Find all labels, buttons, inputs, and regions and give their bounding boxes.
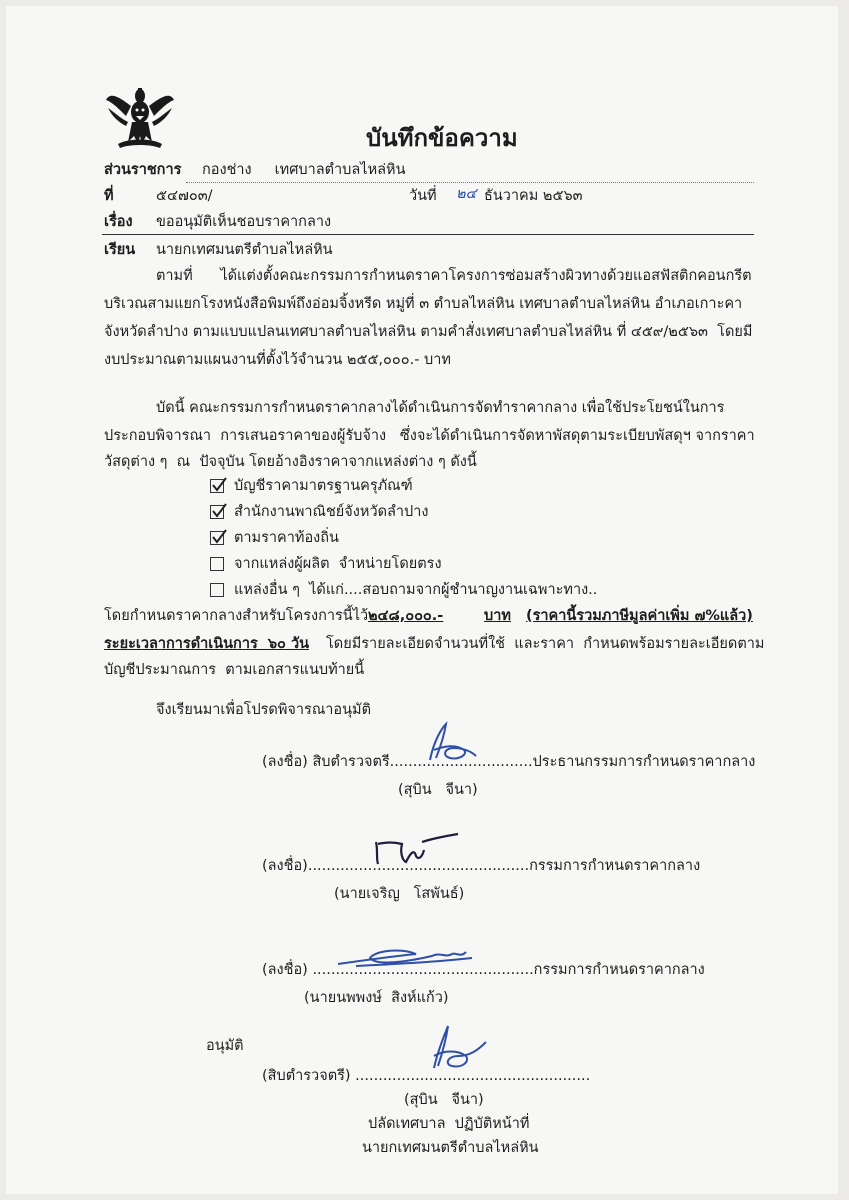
date-prefix: วันที่ bbox=[409, 188, 437, 204]
duration-line2: บัญชีประมาณการ ตามเอกสารแนบท้ายนี้ bbox=[104, 662, 365, 678]
para1-line3: จังหวัดลำปาง ตามแบบแปลนเทศบาลตำบลไหล่หิน ตามคำสั่งเทศบาลตำบลไหล่หิน ที่ ๔๕๙/๒๕๖๓ โดยมี bbox=[104, 324, 753, 340]
memo-page bbox=[6, 6, 838, 1194]
signature-2-name: (นายเจริญ โสพันธ์) bbox=[334, 886, 465, 902]
memo-title: บันทึกข้อความ bbox=[366, 124, 518, 152]
closing-text: จึงเรียนมาเพื่อโปรดพิจารณาอนุมัติ bbox=[156, 702, 372, 718]
checklist-checkbox[interactable] bbox=[210, 479, 224, 493]
para1-line4: งบประมาณตามแผนงานที่ตั้งไว้จำนวน ๒๕๕,๐๐๐.- บาท bbox=[104, 352, 451, 368]
duration-rest: โดยมีรายละเอียดจำนวนที่ใช้ และราคา กำหนดพร้อมรายละเอียดตาม bbox=[326, 636, 765, 652]
para2-line2: ประกอบพิจารณา การเสนอราคาของผู้รับจ้าง ซึ่งจะได้ดำเนินการจัดหาพัสดุตามระเบียบพัสดุฯ จากราคา bbox=[104, 428, 755, 444]
price-prefix: โดยกำหนดราคากลางสำหรับโครงการนี้ไว้ bbox=[104, 608, 369, 624]
signature-3-line: (ลงชื่อ) ................................................กรรมการกำหนดราคากลาง bbox=[262, 962, 705, 978]
checklist-label: บัญชีราคามาตรฐานครุภัณฑ์ bbox=[234, 478, 413, 494]
checklist-label: สำนักงานพาณิชย์จังหวัดลำปาง bbox=[234, 504, 429, 520]
approval-label: อนุมัติ bbox=[206, 1038, 244, 1054]
date-rest: ธันวาคม ๒๕๖๓ bbox=[484, 188, 583, 204]
department-label: ส่วนราชการ bbox=[104, 162, 182, 178]
approval-position-1: ปลัดเทศบาล ปฏิบัติหน้าที่ bbox=[368, 1116, 530, 1132]
checklist-label: ตามราคาท้องถิ่น bbox=[234, 530, 339, 546]
header-divider bbox=[102, 234, 754, 235]
to-value: นายกเทศมนตรีตำบลไหล่หิน bbox=[156, 242, 333, 258]
approval-sign-line: (สิบตำรวจตรี) ................................................... bbox=[262, 1068, 591, 1084]
to-label: เรียน bbox=[104, 242, 136, 258]
price-value: ๒๔๘,๐๐๐.- bbox=[368, 608, 444, 624]
garuda-emblem-icon bbox=[104, 86, 176, 152]
checklist-checkbox[interactable] bbox=[210, 583, 224, 597]
department-underline bbox=[186, 182, 754, 183]
subject-label: เรื่อง bbox=[104, 214, 133, 230]
checklist-label: แหล่งอื่น ๆ ได้แก่....สอบถามจากผู้ชำนาญงานเฉพาะทาง.. bbox=[234, 582, 598, 598]
price-unit: บาท bbox=[484, 608, 511, 624]
checkmark-icon bbox=[210, 502, 228, 520]
signature-2-line: (ลงชื่อ)................................................กรรมการกำหนดราคากลาง bbox=[262, 858, 701, 874]
checkmark-icon bbox=[210, 476, 228, 494]
para1-line2: บริเวณสามแยกโรงหนังสือพิมพ์ถึงอ่อมจิ้งหรีด หมู่ที่ ๓ ตำบลไหล่หิน เทศบาลตำบลไหล่หิน อำเภอเกาะคา bbox=[104, 296, 743, 312]
checklist-checkbox[interactable] bbox=[210, 531, 224, 545]
approval-signature-icon bbox=[422, 1022, 492, 1072]
approval-position-2: นายกเทศมนตรีตำบลไหล่หิน bbox=[362, 1140, 539, 1156]
approval-name: (สุบิน จีนา) bbox=[404, 1092, 484, 1108]
department-value: กองช่าง เทศบาลตำบลไหล่หิน bbox=[202, 162, 406, 178]
subject-value: ขออนุมัติเห็นชอบราคากลาง bbox=[156, 214, 332, 230]
para1-line1: ตามที่ ได้แต่งตั้งคณะกรรมการกำหนดราคาโครงการซ่อมสร้างผิวทางด้วยแอสฟัสติกคอนกรีต bbox=[156, 268, 752, 284]
ref-value: ๕๔๗๐๓/ bbox=[156, 188, 213, 204]
duration-text: ระยะเวลาการดำเนินการ ๖๐ วัน bbox=[104, 636, 309, 652]
signature-3-name: (นายนพพงษ์ สิงห์แก้ว) bbox=[304, 990, 449, 1006]
para2-line3: วัสดุต่าง ๆ ณ ปัจจุบัน โดยอ้างอิงราคาจากแหล่งต่าง ๆ ดังนี้ bbox=[104, 454, 477, 470]
checkmark-icon bbox=[210, 528, 228, 546]
ref-label: ที่ bbox=[104, 188, 114, 204]
para2-line1: บัดนี้ คณะกรรมการกำหนดราคากลางได้ดำเนินการจัดทำราคากลาง เพื่อใช้ประโยชน์ในการ bbox=[156, 400, 725, 416]
checklist-checkbox[interactable] bbox=[210, 557, 224, 571]
checklist-label: จากแหล่งผู้ผลิต จำหน่ายโดยตรง bbox=[234, 556, 442, 572]
signature-1-line: (ลงชื่อ) สิบตำรวจตรี...............................ประธานกรรมการกำหนดราคากลาง bbox=[262, 754, 756, 770]
checklist-checkbox[interactable] bbox=[210, 505, 224, 519]
price-note: (ราคานี้รวมภาษีมูลค่าเพิ่ม ๗%แล้ว) bbox=[526, 608, 753, 624]
signature-1-name: (สุบิน จีนา) bbox=[398, 782, 478, 798]
date-day: ๒๔ bbox=[456, 186, 477, 202]
